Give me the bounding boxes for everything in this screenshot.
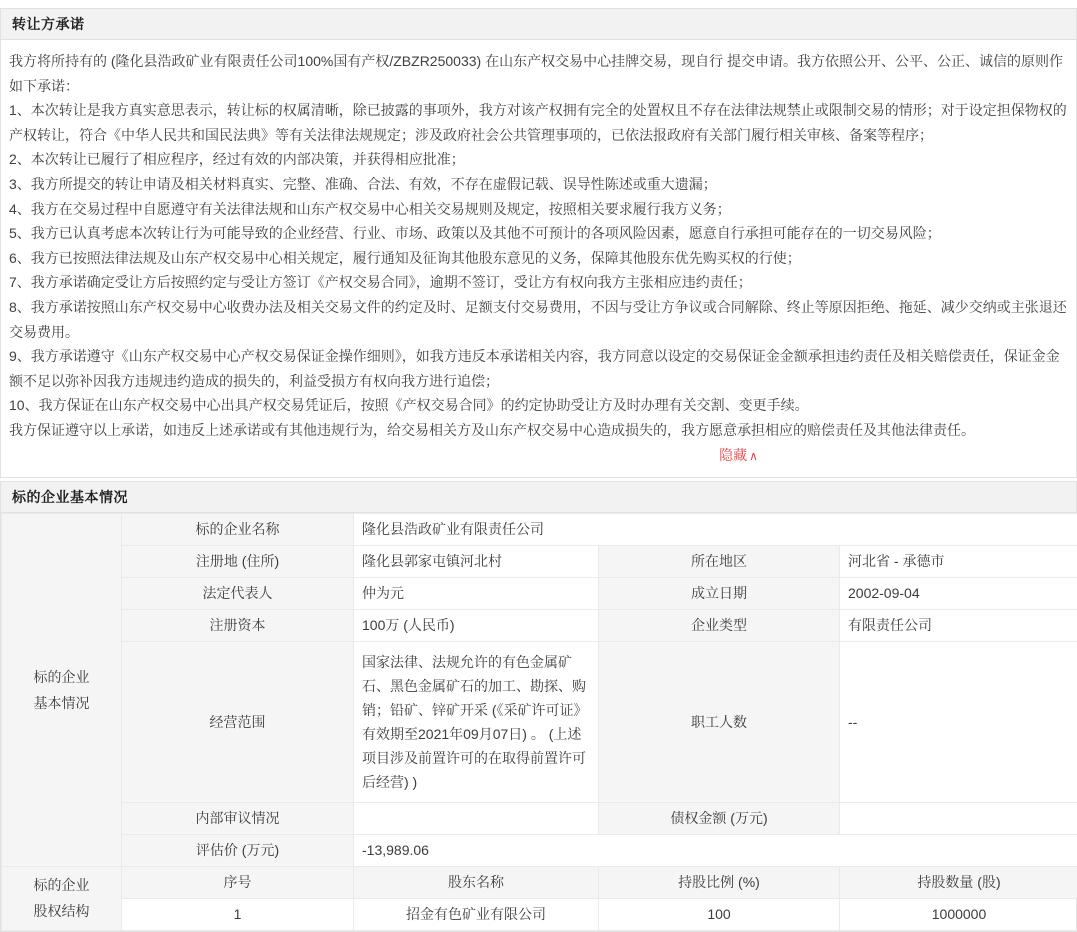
hide-row [9,443,1068,471]
transferor-commitment-panel [0,8,1077,478]
field-value: 2002-09-04 [840,577,1077,609]
table-row [2,545,1077,577]
commitment-closing: 我方保证遵守以上承诺，如违反上述承诺或有其他违规行为，给交易相关方及山东产权交易中心造成损失的，我方愿意承担相应的赔偿责任及其他法律责任。 [9,418,1068,443]
field-label: 所在地区 [599,545,840,577]
commitment-item: 6、我方已按照法律法规及山东产权交易中心相关规定，履行通知及征询其他股东意见的义务，保障其他股东优先购买权的行使； [9,246,1068,271]
table-row [2,866,1077,898]
table-row [2,641,1077,802]
field-label: 注册地 (住所) [122,545,354,577]
commitment-item: 8、我方承诺按照山东产权交易中心收费办法及相关交易文件的约定及时、足额支付交易费用，不因与受让方争议或合同解除、终止等原因拒绝、拖延、减少交纳或主张退还交易费用。 [9,295,1068,344]
hide-toggle-label: 隐藏 [719,447,747,463]
field-label: 法定代表人 [122,577,354,609]
field-value: -- [840,641,1077,802]
target-enterprise-panel [0,481,1077,932]
field-value: 河北省 - 承德市 [840,545,1077,577]
side-label-line: 标的企业 [10,872,113,898]
table-row [2,609,1077,641]
basic-info-section-title: 标的企业基本情况 [1,482,1076,513]
field-value: -13,989.06 [354,834,1077,866]
field-label: 内部审议情况 [122,802,354,834]
commitment-section-title: 转让方承诺 [1,9,1076,40]
commitment-body [1,40,1076,477]
section-side-label-equity [2,866,122,930]
commitment-item: 5、我方已认真考虑本次转让行为可能导致的企业经营、行业、市场、政策以及其他不可预计的各项风险因素，愿意自行承担可能存在的一切交易风险； [9,221,1068,246]
commitment-intro: 我方将所持有的 (隆化县浩政矿业有限责任公司100%国有产权/ZBZR250033) 在山东产权交易中心挂牌交易，现自行 提交申请。我方依照公开、公平、公正、诚信的原则作如下承诺： [9,49,1068,98]
table-row [2,577,1077,609]
commitment-item: 4、我方在交易过程中自愿遵守有关法律法规和山东产权交易中心相关交易规则及规定，按照相关要求履行我方义务； [9,197,1068,222]
table-row [2,802,1077,834]
hide-toggle-link[interactable] [719,445,758,465]
column-header: 股东名称 [354,866,599,898]
column-header: 持股比例 (%) [599,866,840,898]
field-label: 企业类型 [599,609,840,641]
field-value [354,802,599,834]
table-row [2,898,1077,930]
table-row [2,513,1077,545]
column-header: 持股数量 (股) [840,866,1077,898]
field-label: 经营范围 [122,641,354,802]
chevron-up-icon: ∧ [749,449,758,463]
commitment-item: 7、我方承诺确定受让方后按照约定与受让方签订《产权交易合同》，逾期不签订，受让方有权向我方主张相应违约责任； [9,270,1068,295]
side-label-line: 标的企业 [10,664,113,690]
commitment-item: 10、我方保证在山东产权交易中心出具产权交易凭证后，按照《产权交易合同》的约定协助受让方及时办理有关交割、变更手续。 [9,393,1068,418]
side-label-line: 基本情况 [10,690,113,716]
field-label: 注册资本 [122,609,354,641]
side-label-line: 股权结构 [10,898,113,924]
field-value: 仲为元 [354,577,599,609]
field-value: 隆化县郭家屯镇河北村 [354,545,599,577]
field-value: 国家法律、法规允许的有色金属矿石、黑色金属矿石的加工、勘探、购销；铅矿、锌矿开采 (《采矿许可证》有效期至2021年09月07日) 。 (上述项目涉及前置许可的在取得前置许可后经营) ) [354,641,599,802]
commitment-item: 1、本次转让是我方真实意思表示，转让标的权属清晰，除已披露的事项外，我方对该产权拥有完全的处置权且不存在法律法规禁止或限制交易的情形；对于设定担保物权的产权转让，符合《中华人民共和国民法典》等有关法律法规规定；涉及政府社会公共管理事项的，已依法报政府有关部门履行相关审核、备案等程序； [9,98,1068,147]
shareholder-index: 1 [122,898,354,930]
field-label: 评估价 (万元) [122,834,354,866]
commitment-item: 9、我方承诺遵守《山东产权交易中心产权交易保证金操作细则》，如我方违反本承诺相关内容，我方同意以设定的交易保证金金额承担违约责任及相关赔偿责任，保证金金额不足以弥补因我方违规违约造成的损失的，利益受损方有权向我方进行追偿； [9,344,1068,393]
field-label: 成立日期 [599,577,840,609]
field-value: 100万 (人民币) [354,609,599,641]
field-value: 有限责任公司 [840,609,1077,641]
commitment-item: 2、本次转让已履行了相应程序，经过有效的内部决策，并获得相应批准； [9,147,1068,172]
shareholder-amount: 1000000 [840,898,1077,930]
field-label: 职工人数 [599,641,840,802]
table-row [2,834,1077,866]
enterprise-info-table [1,513,1077,931]
column-header: 序号 [122,866,354,898]
field-label: 债权金额 (万元) [599,802,840,834]
section-side-label-basic [2,513,122,866]
commitment-item: 3、我方所提交的转让申请及相关材料真实、完整、准确、合法、有效，不存在虚假记载、误导性陈述或重大遗漏； [9,172,1068,197]
field-label: 标的企业名称 [122,513,354,545]
field-value: 隆化县浩政矿业有限责任公司 [354,513,1077,545]
shareholder-ratio: 100 [599,898,840,930]
field-value [840,802,1077,834]
shareholder-name: 招金有色矿业有限公司 [354,898,599,930]
